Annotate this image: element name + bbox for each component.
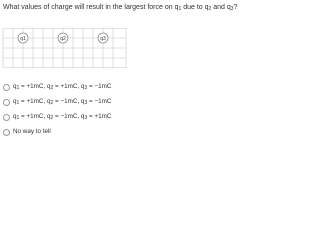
radio-button-2[interactable] (3, 99, 10, 106)
charge-grid-figure (0, 28, 128, 68)
radio-button-3[interactable] (3, 114, 10, 121)
charge-q3-label: q3 (100, 36, 106, 42)
charge-q1-label: q1 (20, 36, 26, 42)
question-text: What values of charge will result in the largest force on $q_1$ due to $q_2$ and $q_3$? (3, 4, 238, 12)
radio-button-1[interactable] (3, 84, 10, 91)
charge-q2-label: q2 (60, 36, 66, 42)
answer-option-4[interactable] (0, 127, 140, 137)
answer-option-1-label: $q_1 = +1mC$, $q_2 = +1mC$, $q_3 = -1mC$ (13, 83, 112, 91)
charge-q3 (98, 33, 108, 43)
charge-q1 (18, 33, 28, 43)
answer-option-3-label: $q_1 = +1mC$, $q_2 = -1mC$, $q_3 = +1mC$ (13, 113, 112, 121)
answer-option-4-label: No way to tell (13, 128, 51, 135)
answer-option-3[interactable] (0, 112, 140, 122)
answer-option-2-label: $q_1 = +1mC$, $q_2 = -1mC$, $q_3 = -1mC$ (13, 98, 112, 106)
radio-button-4[interactable] (3, 129, 10, 136)
answer-option-2[interactable] (0, 97, 140, 107)
charge-q2 (58, 33, 68, 43)
answer-option-1[interactable] (0, 82, 140, 92)
